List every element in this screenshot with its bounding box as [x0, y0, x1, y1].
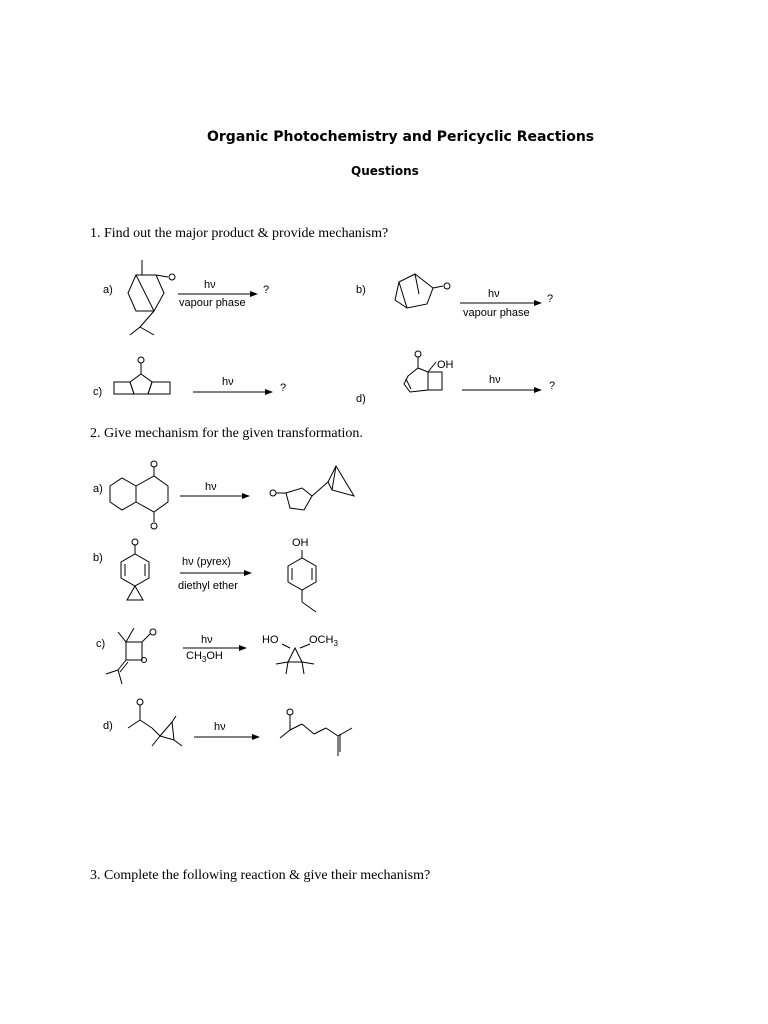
q1a-label: a): [103, 284, 113, 296]
q1a-cond-top: hν: [204, 279, 216, 291]
q1d-cond-top: hν: [489, 374, 501, 386]
q2c-label: c): [96, 638, 106, 650]
question-1-text: 1. Find out the major product & provide mechanism?: [90, 226, 389, 241]
q1c-cond-top: hν: [222, 376, 234, 388]
q1d-product: ?: [549, 380, 556, 392]
q1b-product: ?: [547, 293, 554, 305]
q1c-arrow: [193, 388, 273, 396]
q2b-label: b): [93, 552, 103, 564]
q1d-structure: [398, 348, 453, 403]
q1c-label: c): [93, 386, 103, 398]
page-title: Organic Photochemistry and Pericyclic Reactions: [207, 129, 595, 145]
q2b-product: [282, 548, 327, 618]
q1d-arrow: [462, 386, 542, 394]
q1b-cond-top: hν: [488, 288, 500, 300]
q2c-och3: $OCH_3$: [309, 634, 338, 649]
q1c-structure: [108, 352, 178, 412]
question-3-text: 3. Complete the following reaction & give their mechanism?: [90, 868, 431, 883]
q1a-product: ?: [263, 284, 270, 296]
q2d-cond-top: hν: [214, 721, 226, 733]
q2d-label: d): [103, 720, 113, 732]
q2c-cond-bottom: $CH_3OH$: [186, 650, 223, 665]
q1d-oh: OH: [437, 359, 454, 371]
q2b-arrow: [180, 569, 252, 577]
q1b-structure: [385, 268, 455, 318]
q2b-cond-top: hν (pyrex): [182, 556, 231, 568]
q1a-cond-bottom: vapour phase: [179, 297, 246, 309]
q1c-product: ?: [280, 382, 287, 394]
q2a-cond-top: hν: [205, 481, 217, 493]
q2c-reactant: [104, 622, 166, 692]
q2a-arrow: [180, 492, 250, 500]
q2c-cond-top: hν: [201, 634, 213, 646]
q2b-cond-bottom: diethyl ether: [178, 580, 238, 592]
q2d-product: [276, 706, 366, 760]
q2b-oh: OH: [292, 537, 309, 549]
q2c-product: [268, 640, 328, 680]
question-2-text: 2. Give mechanism for the given transformation.: [90, 426, 363, 441]
q2c-ho: HO: [262, 634, 279, 646]
q2d-reactant: [122, 696, 192, 752]
q1b-label: b): [356, 284, 366, 296]
q2b-reactant: [115, 536, 160, 611]
q2d-arrow: [194, 733, 260, 741]
q2a-reactant: [106, 456, 176, 536]
q2a-product: [266, 460, 361, 520]
q1b-arrow: [460, 299, 542, 307]
q1d-label: d): [356, 393, 366, 405]
q2a-label: a): [93, 483, 103, 495]
page-subtitle: Questions: [351, 164, 419, 178]
q1b-cond-bottom: vapour phase: [463, 307, 530, 319]
